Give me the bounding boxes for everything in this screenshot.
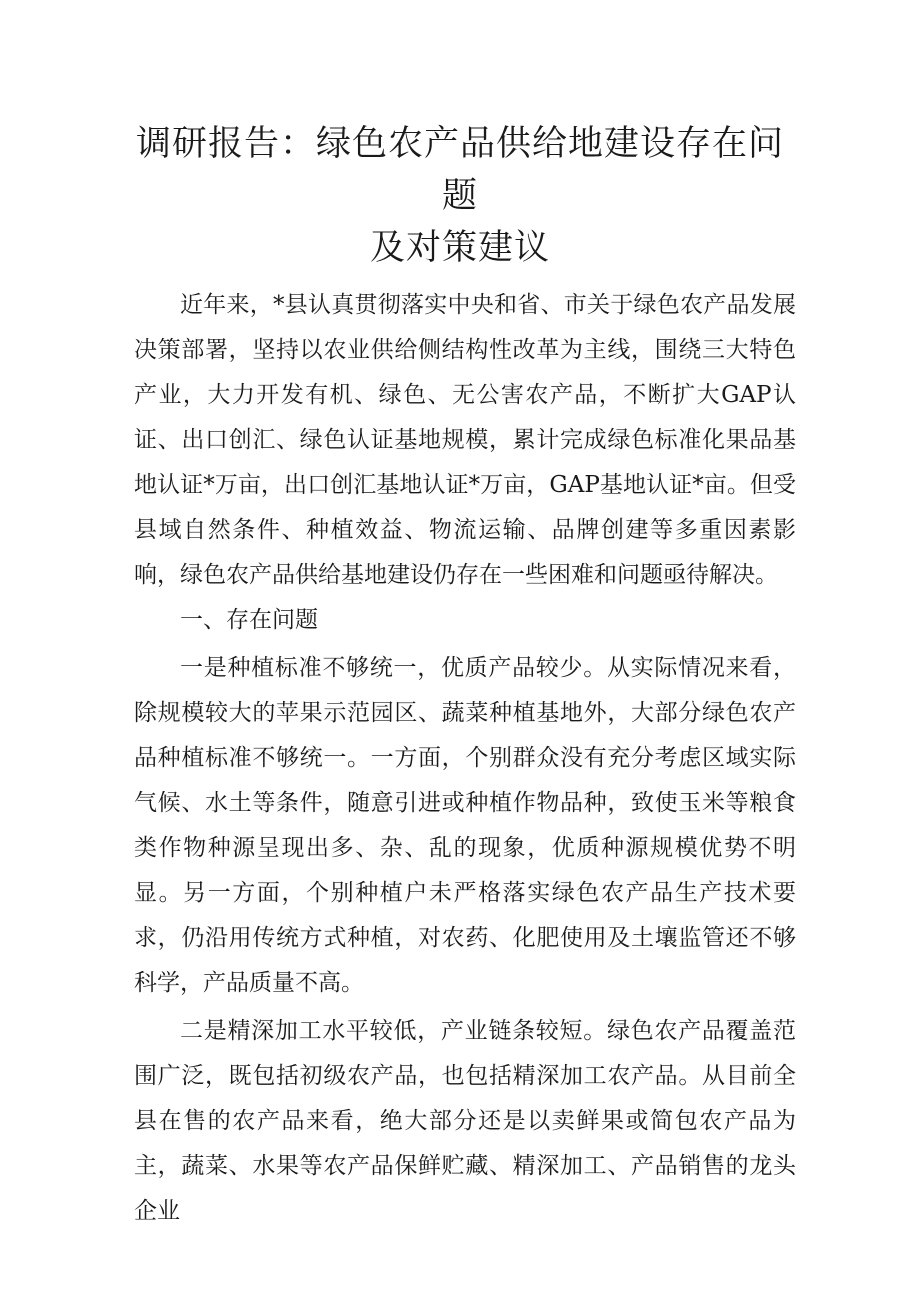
title-line-1: 调研报告：绿色农产品供给地建设存在问题 [135, 124, 784, 216]
problem-point-1: 一是种植标准不够统一，优质产品较少。从实际情况来看，除规模较大的苹果示范园区、蔬菜种植基地外，大部分绿色农产品种植标准不够统一。一方面，个别群众没有充分考虑区域实际气候、水土等条件，随意引进或种植作物品种，致使玉米等粮食类作物种源呈现出多、杂、乱的现象，优质种源规模优势不明显。另一方面，个别种植户未严格落实绿色农产品生产技术要求，仍沿用传统方式种植，对农药、化肥使用及土壤监管还不够科学，产品质量不高。 [134, 655, 796, 996]
document-title [120, 118, 800, 274]
document-body [134, 283, 796, 1234]
section-heading-1: 一、存在问题 [180, 607, 318, 633]
problem-point-2: 二是精深加工水平较低，产业链条较短。绿色农产品覆盖范围广泛，既包括初级农产品，也包括精深加工农产品。从目前全县在售的农产品来看，绝大部分还是以卖鲜果或简包农产品为主，蔬菜、水果等农产品保鲜贮藏、精深加工、产品销售的龙头企业 [134, 1018, 796, 1224]
title-line-2: 及对策建议 [369, 228, 550, 268]
intro-paragraph: 近年来，*县认真贯彻落实中央和省、市关于绿色农产品发展决策部署，坚持以农业供给侧结构性改革为主线，围绕三大特色产业，大力开发有机、绿色、无公害农产品，不断扩大GAP认证、出口创汇、绿色认证基地规模，累计完成绿色标准化果品基地认证*万亩，出口创汇基地认证*万亩，GAP基地认证*亩。但受县域自然条件、种植效益、物流运输、品牌创建等多重因素影响，绿色农产品供给基地建设仍存在一些困难和问题亟待解决。 [134, 292, 796, 588]
